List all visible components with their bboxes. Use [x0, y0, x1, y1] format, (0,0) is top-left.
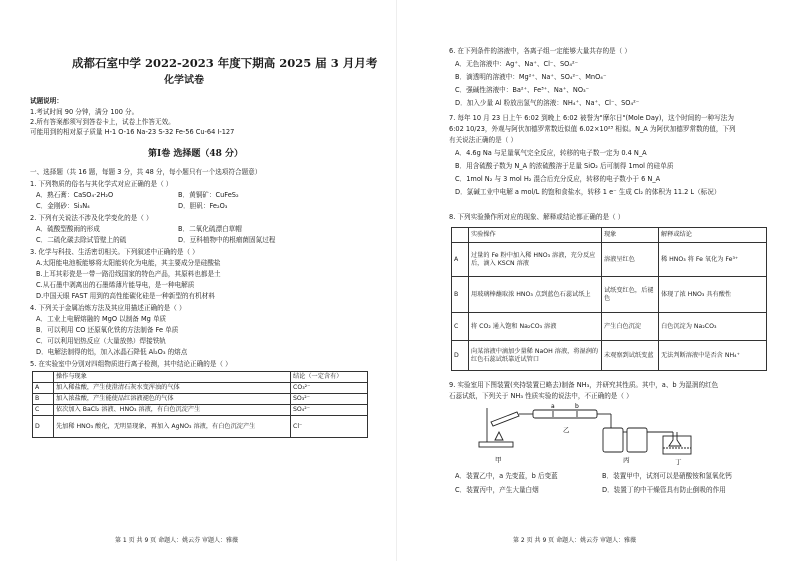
table-cell: 向某溶液中滴加少量稀 NaOH 溶液，将湿润的红色石蕊试纸靠近试管口	[469, 341, 602, 371]
table-cell: 无法判断溶液中是否含 NH₄⁺	[659, 341, 767, 371]
question-7-stem-3: 有关说法正确的是（ ）	[449, 136, 518, 144]
table-cell: 将 CO₂ 通入饱和 Na₂CO₃ 溶液	[469, 313, 602, 341]
q3-option-c: C.从石墨中剥离出的石墨烯薄片能导电，是一种电解质	[36, 281, 195, 289]
test-tube	[491, 412, 519, 426]
q2-option-b: B．二氧化硫漂白草帽	[178, 225, 242, 233]
table-cell: 过量的 Fe 粉中加入稀 HNO₃ 溶液，充分反应后，滴入 KSCN 溶液	[469, 243, 602, 277]
bottle-c2	[627, 428, 647, 452]
table-cell: 产生白色沉淀	[602, 313, 659, 341]
q8-table	[451, 227, 767, 371]
section-intro: 一、选择题（共 16 题，每题 3 分，共 48 分，每小题只有一个选项符合题意）	[30, 168, 262, 176]
q3-option-a: A.太阳能电池板能够将太阳能转化为电能，其主要成分是硅酸盐	[36, 259, 221, 267]
table-cell: A	[452, 243, 469, 277]
table-row	[452, 313, 767, 341]
question-6-stem: 6. 在下列条件的溶液中，各离子组一定能够大量共存的是（ ）	[449, 47, 631, 55]
question-7-stem-2: 6:02 10/23，外观与阿伏加德罗常数近似值 6.02×10²³ 相似。N_A 为阿伏加德罗常数的值，下列	[449, 125, 736, 133]
q9-option-b: B．装置甲中，试剂可以是硝酸铵和氢氧化钙	[602, 472, 732, 480]
table-cell: 溶液呈红色	[602, 243, 659, 277]
q2-option-c: C．二硫化碳去除试管壁上的硫	[36, 236, 127, 244]
table-cell: C	[452, 313, 469, 341]
table-cell: 先加稀 HNO₃ 酸化，无明显现象，再加入 AgNO₃ 溶液，有白色沉淀产生	[54, 416, 291, 438]
notes-heading: 试题说明：	[30, 97, 63, 105]
table-cell: D	[33, 416, 54, 438]
page-2	[397, 0, 794, 561]
table-row	[33, 394, 368, 405]
inverted-funnel	[669, 432, 681, 446]
q4-option-c: C．可以利用铝热反应（大量放热）焊接铁轨	[36, 337, 166, 345]
section-title: 第Ⅰ卷 选择题（48 分）	[148, 149, 244, 159]
q1-option-b: B．黄铜矿：CuFeS₂	[178, 191, 239, 199]
q6-option-c: C．强碱性溶液中：Ba²⁺、Fe³⁺、Na⁺、NO₃⁻	[455, 86, 590, 94]
q6-option-b: B．滴透明的溶液中：Mg²⁺、Na⁺、SO₄²⁻、MnO₄⁻	[455, 73, 607, 81]
table-row	[452, 243, 767, 277]
q5-table	[32, 371, 368, 438]
q7-option-d: D．氯碱工业中电解 a mol/L 的饱和食盐水，转移 1 e⁻ 生成 Cl₂ 的体积为 11.2 L（标况）	[455, 188, 721, 196]
table-cell: 加入稀盐酸，产生使澄清石灰水变浑浊的气体	[54, 383, 291, 394]
table-cell: 体现了浓 HNO₃ 具有酸性	[659, 277, 767, 313]
table-row	[452, 341, 767, 371]
label-yi: 乙	[563, 426, 570, 434]
q3-option-d: D.中国天眼 FAST 用到的高性能碳化硅是一种新型的有机材料	[36, 292, 215, 300]
q4-option-b: B．可以利用 CO 还原氧化铁的方法制备 Fe 单质	[36, 326, 179, 334]
question-9-stem-2: 石蕊试纸，下列关于 NH₃ 性质实验的说法中，不正确的是（ ）	[449, 392, 633, 400]
q7-option-a: A．4.6g Na 与足量氧气完全反应，转移的电子数一定为 0.4 N_A	[455, 149, 647, 157]
note-line: 2.所有答案都须写到答卷卡上，试卷上作答无效。	[30, 118, 175, 126]
page-footer: 第 2 页 共 9 页 命题人：姚云芬 审题人：雅薇	[513, 537, 636, 544]
table-cell: A	[33, 383, 54, 394]
horizontal-tube	[533, 410, 597, 418]
table-cell: 白色沉淀为 Na₂CO₃	[659, 313, 767, 341]
label-a: a	[551, 403, 555, 410]
question-9-stem: 9. 实验室用下图装置(夹持装置已略去)制备 NH₃，并研究其性质。其中，a、b 为湿润的红色	[449, 381, 719, 389]
q3-option-b: B.上耳其彩瓷是一带一路沿线国家的特色产品，其原料也都是土	[36, 270, 221, 278]
note-line: 1.考试时间 90 分钟，满分 100 分。	[30, 108, 139, 116]
q9-option-c: C．装置丙中，产生大量白烟	[455, 486, 539, 494]
label-ding: 丁	[675, 458, 682, 466]
page-footer: 第 1 页 共 9 页 命题人：姚云芬 审题人：雅薇	[115, 537, 238, 544]
table-row	[33, 383, 368, 394]
q1-option-d: D．胆矾：Fe₂O₃	[178, 202, 228, 210]
q2-option-d: D．豆科植物中的根瘤菌固氮过程	[178, 236, 276, 244]
q1-option-a: A．熟石膏：CaSO₄·2H₂O	[36, 191, 114, 199]
table-cell: SO₃²⁻	[291, 394, 368, 405]
q5-header: 结论（一定含有）	[291, 372, 368, 383]
q6-option-d: D．加入少量 Al 粉放出氢气的溶液：NH₄⁺、Na⁺、Cl⁻、SO₄²⁻	[455, 99, 640, 107]
label-b: b	[575, 403, 579, 410]
table-cell: 未观察到试纸变蓝	[602, 341, 659, 371]
question-7-stem: 7. 每年 10 月 23 日上午 6:02 到晚上 6:02 被誉为"摩尔日"(Mole Day)，这个时间的一种写法为	[449, 114, 734, 122]
bottle-c	[603, 428, 623, 452]
q6-option-a: A．无色溶液中：Ag⁺、Na⁺、Cl⁻、SO₄²⁻	[455, 60, 579, 68]
ammonia-apparatus-diagram	[477, 402, 717, 467]
table-cell: C	[33, 405, 54, 416]
exam-subtitle: 化学试卷	[164, 75, 204, 86]
q4-option-a: A．工业上电解熔融的 MgO 以制备 Mg 单质	[36, 315, 167, 323]
table-cell: Cl⁻	[291, 416, 368, 438]
q2-option-a: A．硫酸型酸雨的形成	[36, 225, 100, 233]
q7-option-b: B．用含硫酸子数为 N_A 的浓硫酸溶于足量 SiO₂ 后可制得 1mol 的硅单质	[455, 162, 674, 170]
question-5-stem: 5. 在实验室中分别对四组物质进行离子检测，其中结论正确的是（ ）	[30, 360, 232, 368]
q4-option-d: D．电解法制得的铝，加入冰晶石降低 Al₂O₃ 的熔点	[36, 348, 188, 356]
q1-option-c: C．金刚砂：Si₃N₄	[36, 202, 90, 210]
question-1-stem: 1. 下列物质的俗名与其化学式对应正确的是（ ）	[30, 180, 173, 188]
stand-base	[479, 442, 513, 447]
question-8-stem: 8. 下列实验操作所对应的现象、解释或结论都正确的是（ ）	[449, 213, 625, 221]
table-cell: 加入浓盐酸，产生能使品红溶液褪色的气体	[54, 394, 291, 405]
label-bing: 丙	[623, 456, 630, 464]
table-row	[33, 405, 368, 416]
burner-flame	[495, 432, 503, 440]
note-line: 可能用到的相对原子质量 H-1 O-16 Na-23 S-32 Fe-56 Cu-64 I-127	[30, 128, 235, 136]
table-cell: B	[452, 277, 469, 313]
q9-option-d: D．装置丁的中干燥管具有防止倒吸的作用	[602, 486, 726, 494]
table-cell: CO₃²⁻	[291, 383, 368, 394]
table-row	[33, 416, 368, 438]
label-jia: 甲	[495, 456, 502, 464]
table-cell: 稀 HNO₃ 将 Fe 氧化为 Fe³⁺	[659, 243, 767, 277]
q8-header: 解释或结论	[659, 228, 767, 243]
table-row	[452, 277, 767, 313]
exam-title: 成都石室中学 2022-2023 年度下期高 2025 届 3 月月考	[72, 56, 378, 70]
q5-header	[33, 372, 54, 383]
table-cell: B	[33, 394, 54, 405]
question-2-stem: 2. 下列有关说法不涉及化学变化的是（ ）	[30, 214, 153, 222]
q9-option-a: A．装置乙中，a 先变蓝，b 后变蓝	[455, 472, 558, 480]
question-3-stem: 3. 化学与科技、生活密切相关。下列叙述中正确的是（ ）	[30, 248, 199, 256]
table-cell: D	[452, 341, 469, 371]
table-cell: 依次加入 BaCl₂ 溶液、HNO₃ 溶液，有白色沉淀产生	[54, 405, 291, 416]
q7-option-c: C．1mol N₂ 与 3 mol H₂ 混合后充分反应，转移的电子数小于 6 N_A	[455, 175, 661, 183]
table-cell: 用玻璃棒蘸取浓 HNO₃ 点到蓝色石蕊试纸上	[469, 277, 602, 313]
table-cell: SO₄²⁻	[291, 405, 368, 416]
question-4-stem: 4. 下列关于金属冶炼方法及其应用描述正确的是（ ）	[30, 304, 186, 312]
q8-header	[452, 228, 469, 243]
q8-header: 实验操作	[469, 228, 602, 243]
q5-header: 操作与现象	[54, 372, 291, 383]
q8-header: 现象	[602, 228, 659, 243]
table-cell: 试纸变红色，后褪色	[602, 277, 659, 313]
